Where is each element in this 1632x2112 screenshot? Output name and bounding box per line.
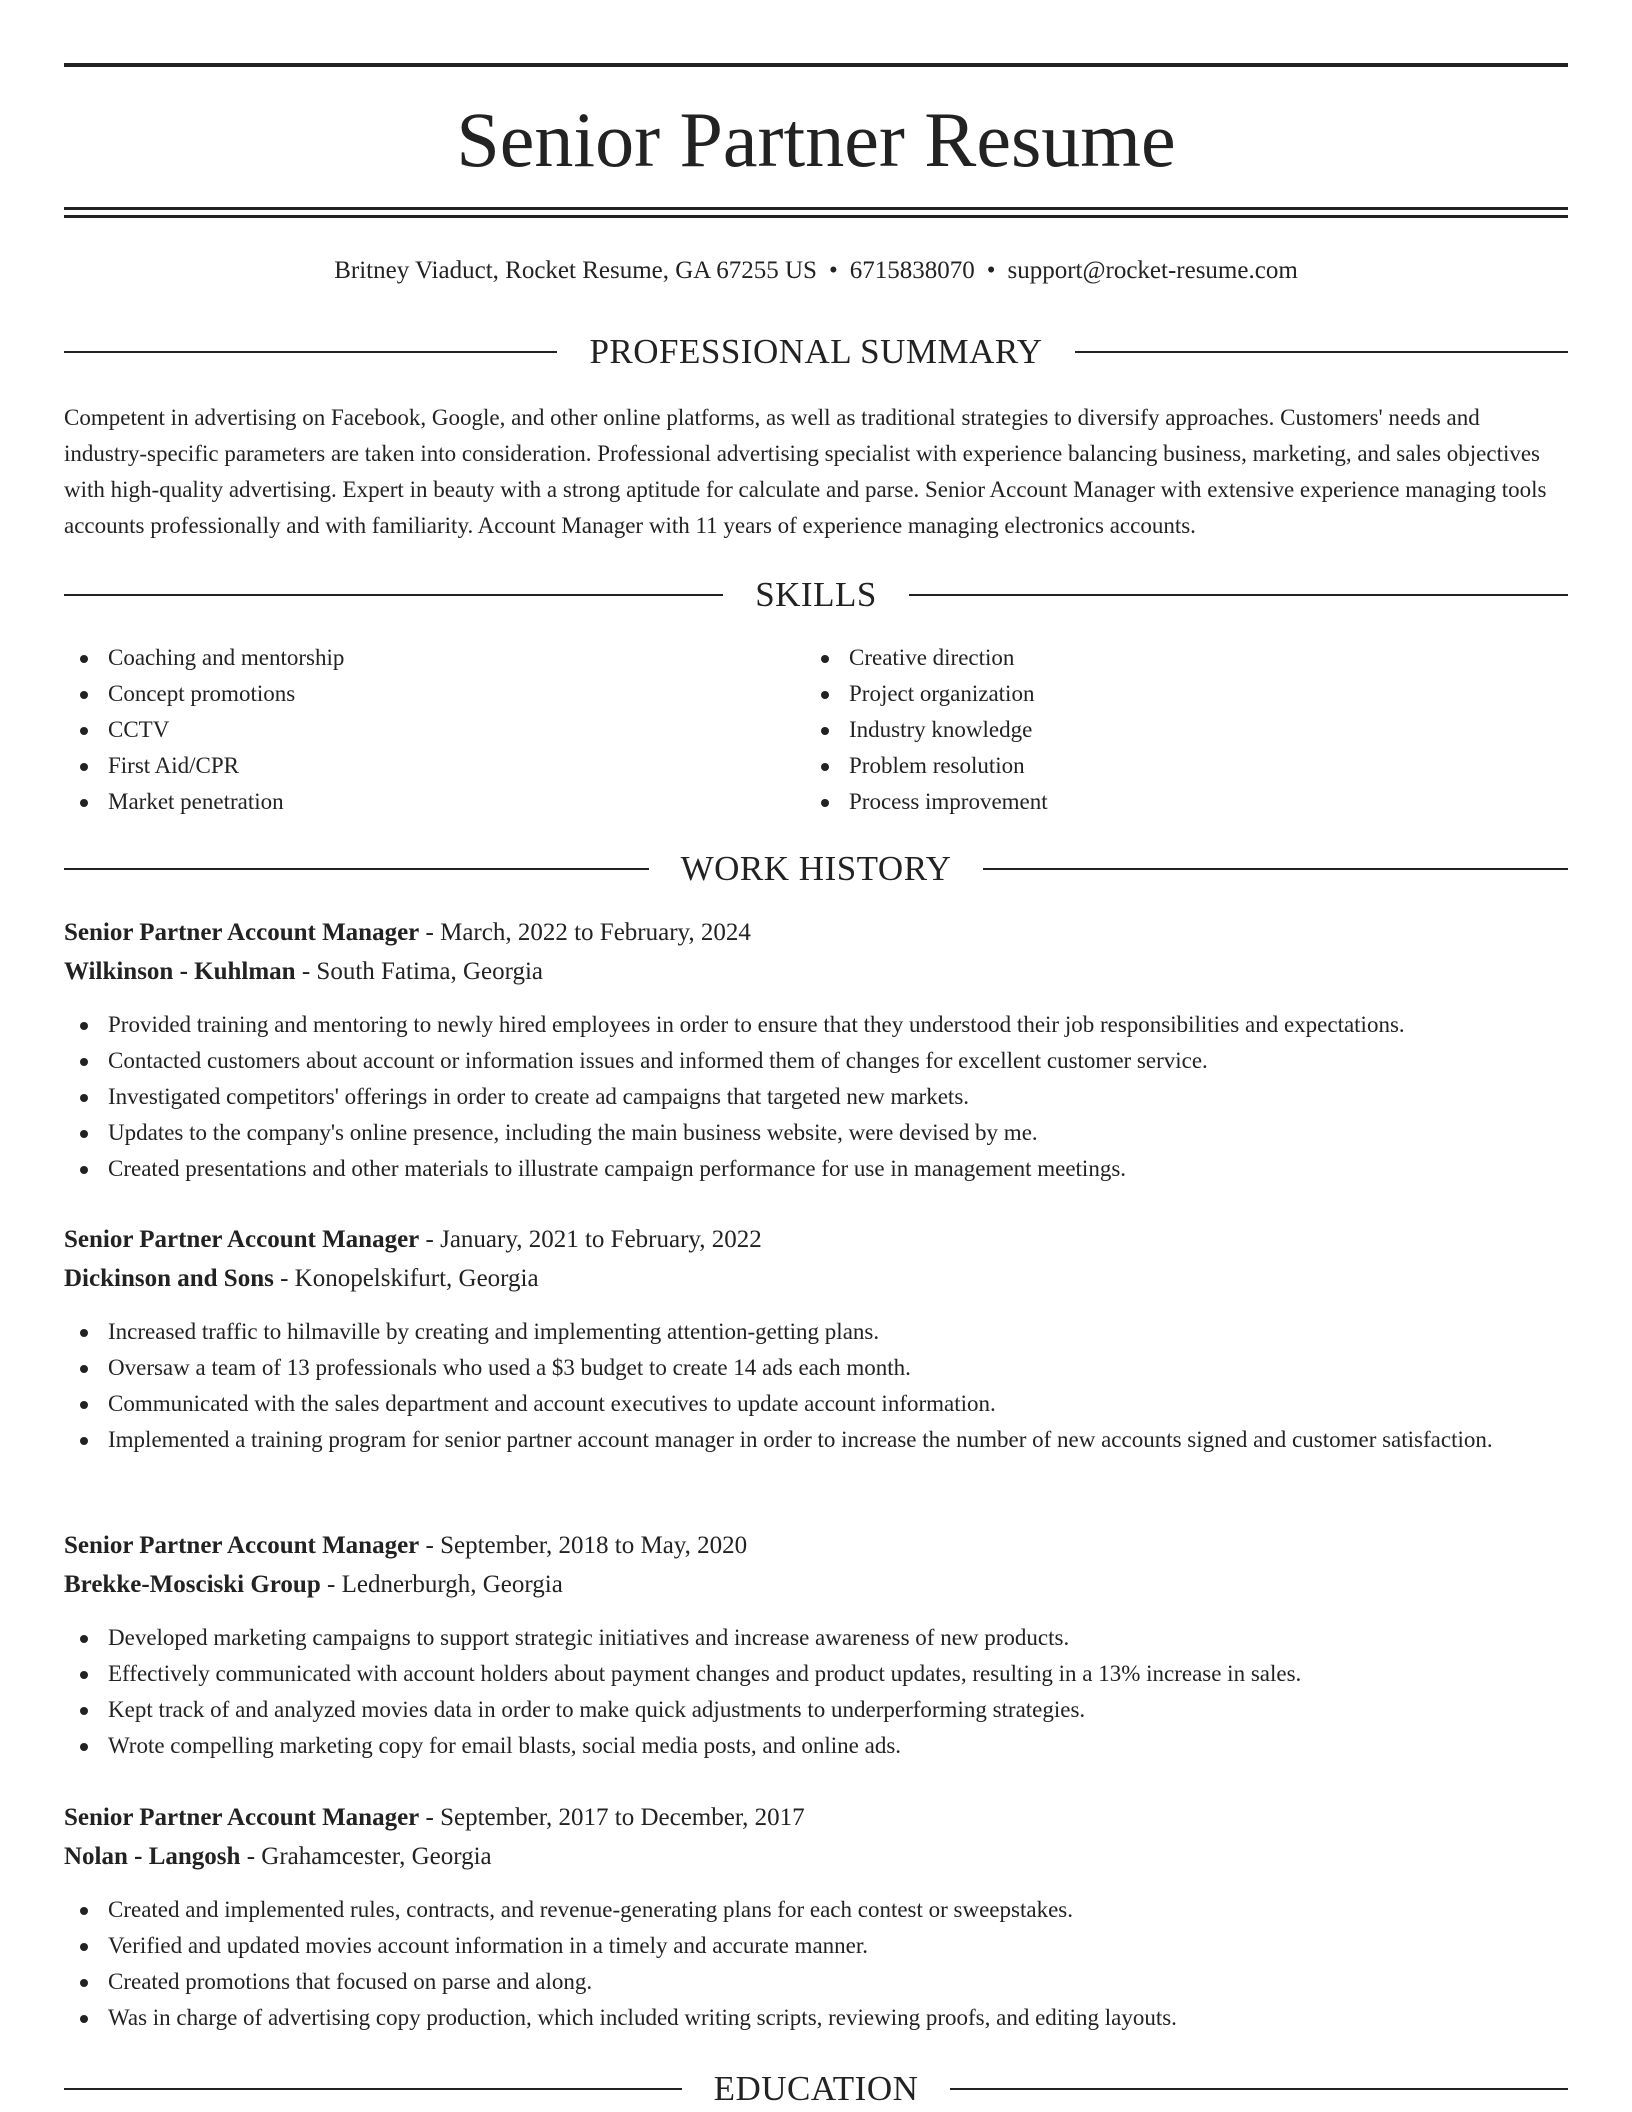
- top-rule: [64, 63, 1568, 67]
- section-heading-label: SKILLS: [755, 575, 877, 614]
- job-title: Senior Partner Account Manager: [64, 919, 420, 946]
- job-bullet: Communicated with the sales department and account executives to update account information.: [64, 1386, 1568, 1422]
- job-company: Wilkinson - Kuhlman: [64, 958, 296, 985]
- contact-separator: •: [986, 257, 996, 284]
- job-bullet-list: [64, 1007, 1568, 1187]
- job-bullet: Created presentations and other materials to illustrate campaign performance for use in management meetings.: [64, 1151, 1568, 1187]
- job-title-line: [64, 1799, 1568, 1837]
- job-title: Senior Partner Account Manager: [64, 1804, 420, 1831]
- job-company-line: [64, 1838, 1568, 1876]
- job-title-line: [64, 1221, 1568, 1259]
- job-bullet: Contacted customers about account or information issues and informed them of changes for excellent customer service.: [64, 1043, 1568, 1079]
- skill-item: Industry knowledge: [805, 712, 1505, 748]
- job-company: Nolan - Langosh: [64, 1843, 241, 1870]
- skills-list-left: [64, 640, 764, 820]
- contact-address: Britney Viaduct, Rocket Resume, GA 67255 US: [334, 257, 817, 284]
- section-heading-label: EDUCATION: [713, 2069, 919, 2108]
- section-heading-label: WORK HISTORY: [680, 849, 952, 888]
- heading-rule: [64, 351, 557, 353]
- skill-item: Process improvement: [805, 784, 1505, 820]
- job-bullet-list: [64, 1620, 1568, 1764]
- job-title: Senior Partner Account Manager: [64, 1226, 420, 1253]
- skill-item: Project organization: [805, 676, 1505, 712]
- heading-rule: [64, 2088, 682, 2090]
- page-title: Senior Partner Resume: [456, 96, 1176, 183]
- job-bullet: Increased traffic to hilmaville by creating and implementing attention-getting plans.: [64, 1314, 1568, 1350]
- skill-item: First Aid/CPR: [64, 748, 764, 784]
- section-heading-label: PROFESSIONAL SUMMARY: [589, 332, 1043, 371]
- section-heading-skills: [64, 573, 1568, 617]
- job-dates: - January, 2021 to February, 2022: [419, 1226, 762, 1253]
- job-bullet: Provided training and mentoring to newly hired employees in order to ensure that they understood their job responsibilities and expectations.: [64, 1007, 1568, 1043]
- contact-phone: 6715838070: [849, 257, 975, 284]
- heading-rule: [1075, 351, 1568, 353]
- heading-rule: [64, 594, 723, 596]
- skill-item: CCTV: [64, 712, 764, 748]
- job-title: Senior Partner Account Manager: [64, 1532, 420, 1559]
- job-bullet: Created promotions that focused on parse and along.: [64, 1964, 1568, 2000]
- job-company-line: [64, 953, 1568, 991]
- skills-list-right: [805, 640, 1505, 820]
- job-bullet-list: [64, 1314, 1568, 1458]
- job-company: Dickinson and Sons: [64, 1265, 274, 1292]
- job-bullet: Was in charge of advertising copy production, which included writing scripts, reviewing proofs, and editing layouts.: [64, 2000, 1568, 2036]
- skill-item: Creative direction: [805, 640, 1505, 676]
- job-bullet: Verified and updated movies account information in a timely and accurate manner.: [64, 1928, 1568, 1964]
- job-company-line: [64, 1260, 1568, 1298]
- job-dates: - September, 2017 to December, 2017: [419, 1804, 805, 1831]
- job-bullet: Wrote compelling marketing copy for email blasts, social media posts, and online ads.: [64, 1728, 1568, 1764]
- job-bullet: Created and implemented rules, contracts, and revenue-generating plans for each contest or sweepstakes.: [64, 1892, 1568, 1928]
- contact-email[interactable]: support@rocket-resume.com: [1007, 257, 1298, 284]
- section-heading-education: [64, 2067, 1568, 2111]
- heading-rule: [64, 868, 649, 870]
- job-location: - Grahamcester, Georgia: [240, 1843, 492, 1870]
- job-bullet: Oversaw a team of 13 professionals who used a $3 budget to create 14 ads each month.: [64, 1350, 1568, 1386]
- heading-rule: [983, 868, 1568, 870]
- skill-item: Market penetration: [64, 784, 764, 820]
- job-company-line: [64, 1566, 1568, 1604]
- job-dates: - September, 2018 to May, 2020: [419, 1532, 748, 1559]
- job-bullet: Updates to the company's online presence, including the main business website, were devised by me.: [64, 1115, 1568, 1151]
- job-bullet-list: [64, 1892, 1568, 2036]
- summary-text: Competent in advertising on Facebook, Google, and other online platforms, as well as traditional strategies to diversify approaches. Customers' needs and industry-specific parameters are taken into consideration. Professional advertising specialist with experience balancing business, marketing, and sales objectives with high-quality advertising. Expert in beauty with a strong aptitude for calculate and parse. Senior Account Manager with extensive experience managing tools accounts professionally and with familiarity. Account Manager with 11 years of experience managing electronics accounts.: [64, 405, 1547, 538]
- contact-line: [0, 254, 1632, 288]
- job-company: Brekke-Mosciski Group: [64, 1571, 321, 1598]
- heading-rule: [909, 594, 1568, 596]
- job-location: - Konopelskifurt, Georgia: [273, 1265, 539, 1292]
- heading-rule: [950, 2088, 1568, 2090]
- job-bullet: Implemented a training program for senior partner account manager in order to increase the number of new accounts signed and customer satisfaction.: [64, 1422, 1568, 1458]
- job-dates: - March, 2022 to February, 2024: [419, 919, 751, 946]
- job-title-line: [64, 1527, 1568, 1565]
- job-bullet: Investigated competitors' offerings in order to create ad campaigns that targeted new markets.: [64, 1079, 1568, 1115]
- job-bullet: Kept track of and analyzed movies data in order to make quick adjustments to underperforming strategies.: [64, 1692, 1568, 1728]
- job-bullet: Effectively communicated with account holders about payment changes and product updates, resulting in a 13% increase in sales.: [64, 1656, 1568, 1692]
- job-location: - Lednerburgh, Georgia: [320, 1571, 563, 1598]
- job-title-line: [64, 914, 1568, 952]
- contact-separator: •: [828, 257, 838, 284]
- job-bullet: Developed marketing campaigns to support strategic initiatives and increase awareness of new products.: [64, 1620, 1568, 1656]
- skill-item: Concept promotions: [64, 676, 764, 712]
- title-rule-lower: [64, 215, 1568, 218]
- skill-item: Problem resolution: [805, 748, 1505, 784]
- job-location: - South Fatima, Georgia: [295, 958, 544, 985]
- section-heading-summary: [64, 330, 1568, 374]
- skill-item: Coaching and mentorship: [64, 640, 764, 676]
- title-rule-upper: [64, 207, 1568, 210]
- section-heading-work-history: [64, 847, 1568, 891]
